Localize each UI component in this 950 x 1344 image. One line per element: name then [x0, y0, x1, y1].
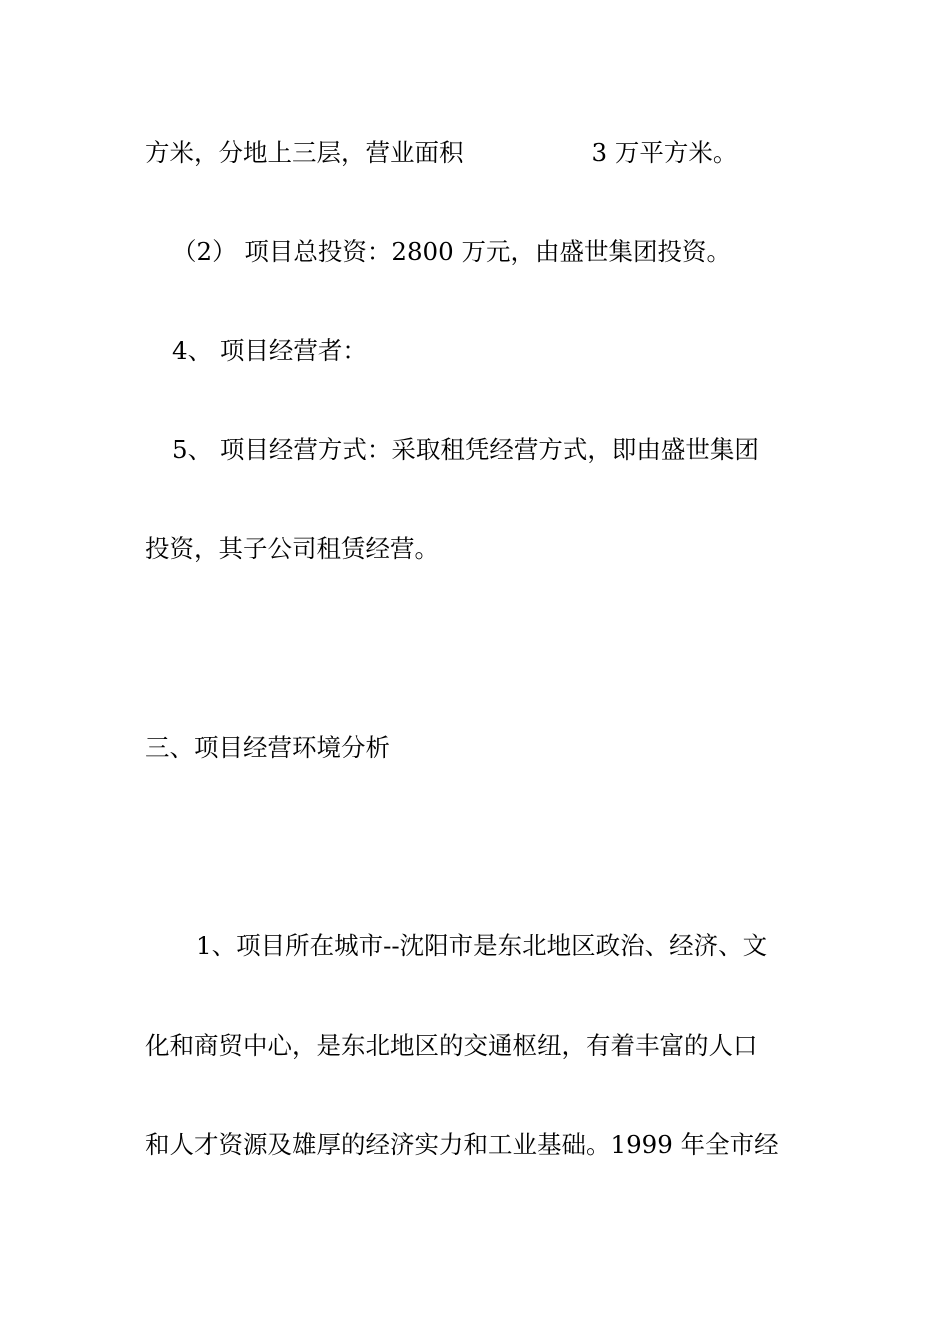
paragraph-line: 和人才资源及雄厚的经济实力和工业基础。1999 年全市经: [145, 1130, 779, 1159]
paragraph-line: 投资，其子公司租赁经营。: [145, 534, 439, 563]
list-item: 4、 项目经营者：: [172, 336, 367, 365]
text-segment: 方米，分地上三层，营业面积: [145, 138, 464, 167]
paragraph-line: [145, 138, 737, 168]
section-heading: 三、项目经营环境分析: [145, 733, 390, 762]
paragraph-line: （2） 项目总投资：2800 万元，由盛世集团投资。: [172, 237, 732, 266]
list-item: 5、 项目经营方式：采取租凭经营方式，即由盛世集团: [172, 435, 759, 464]
paragraph-line: 1、项目所在城市--沈阳市是东北地区政治、经济、文: [196, 931, 768, 960]
paragraph-line: 化和商贸中心，是东北地区的交通枢纽，有着丰富的人口: [145, 1031, 758, 1060]
text-segment: 3 万平方米。: [591, 138, 738, 167]
